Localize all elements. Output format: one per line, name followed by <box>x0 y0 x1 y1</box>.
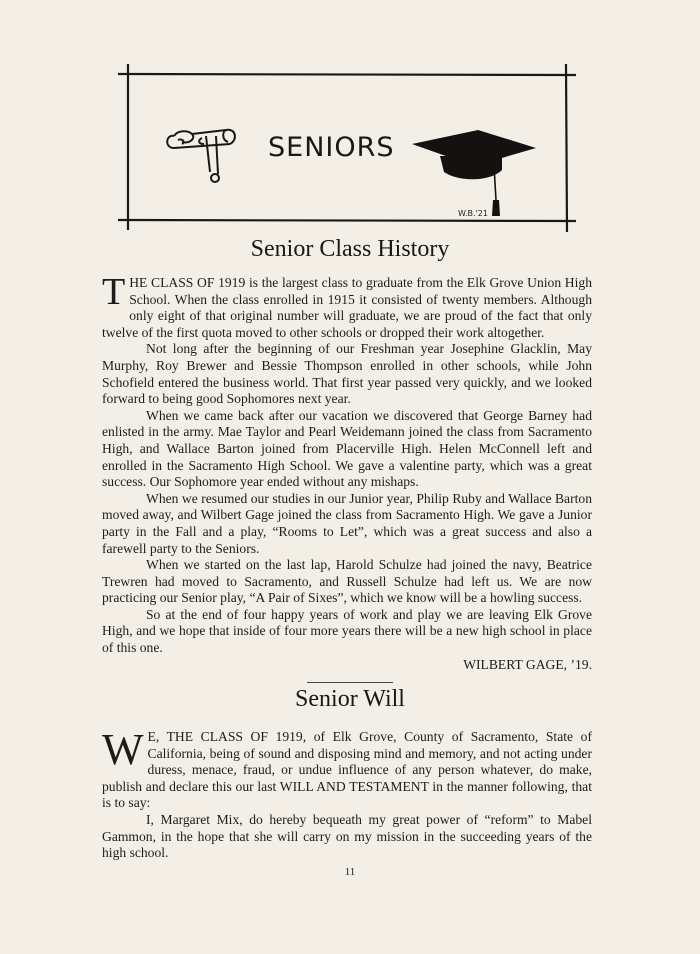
history-paragraph: When we came back after our vacation we discovered that George Barney had enlisted in the army. Mae Taylor and Pearl Weidemann joined the class from Sacramento High, and Wallace Barton joined from Placerville High. Helen McConnell left and enrolled in the Sacramento High School. We gave a valentine party, which was a great success. Our Sophomore year ended without any mishaps. <box>102 407 592 490</box>
history-paragraph: When we started on the last lap, Harold Schulze had joined the navy, Beatrice Trewren had moved to Sacramento, and Russell Schulze had left us. We are now practicing our Senior play, “A Pair of Sixes”, which we know will be a howling success. <box>102 557 592 606</box>
drop-cap: T <box>102 271 126 313</box>
history-paragraph: So at the end of four happy years of work and play we are leaving Elk Grove High, and we hope that inside of four more years there will be a new high school in place of this one. <box>102 606 592 656</box>
artist-signature: W.B.'21 <box>458 209 488 218</box>
history-paragraph: Not long after the beginning of our Freshman year Josephine Glacklin, May Murphy, Roy Brewer and Bessie Thompson enrolled in other schools, while John Schofield entered the business world. That first year passed very quickly, and we looked forward to being good Sophomores next year. <box>102 341 592 407</box>
page-number: 11 <box>344 866 356 878</box>
history-body <box>102 271 592 673</box>
graduation-cap-icon <box>412 130 536 216</box>
history-paragraph: When we resumed our studies in our Junior year, Philip Ruby and Wallace Barton moved away, and Wilbert Gage joined the class from Sacramento High. We gave a Junior party in the Fall and a play, “Rooms to Let”, which was a great success and also a farewell party to the Seniors. <box>102 490 592 556</box>
section-divider <box>307 682 393 683</box>
banner-title: SENIORS <box>268 132 395 163</box>
history-signature: WILBERT GAGE, ’19. <box>463 656 592 672</box>
will-paragraph: I, Margaret Mix, do hereby bequeath my great power of “reform” to Mabel Gammon, in the hope that she will carry on my mission in the succeeding years of the high school. <box>102 811 592 861</box>
drop-cap: W <box>102 725 144 774</box>
diploma-icon <box>167 130 235 182</box>
will-paragraph: W E, THE CLASS OF 1919, of Elk Grove, County of Sacramento, State of California, being of sound and disposing mind and memory, and not acting under duress, menace, fraud, or undue influence of any person whatever, do make, publish and declare this our last WILL AND TESTAMENT in the manner following, that is to say: <box>102 725 592 811</box>
history-heading: Senior Class History <box>250 236 450 262</box>
will-heading: Senior Will <box>295 686 405 712</box>
will-body <box>102 725 592 862</box>
history-paragraph: THE CLASS OF 1919 is the largest class to graduate from the Elk Grove Union High School. When the class enrolled in 1915 it consisted of twenty members. Although only eight of that original number will graduate, we are proud of the fact that only twelve of the first quota moved to other schools or dropped their work altogether. <box>102 271 592 340</box>
seniors-banner <box>118 64 576 232</box>
